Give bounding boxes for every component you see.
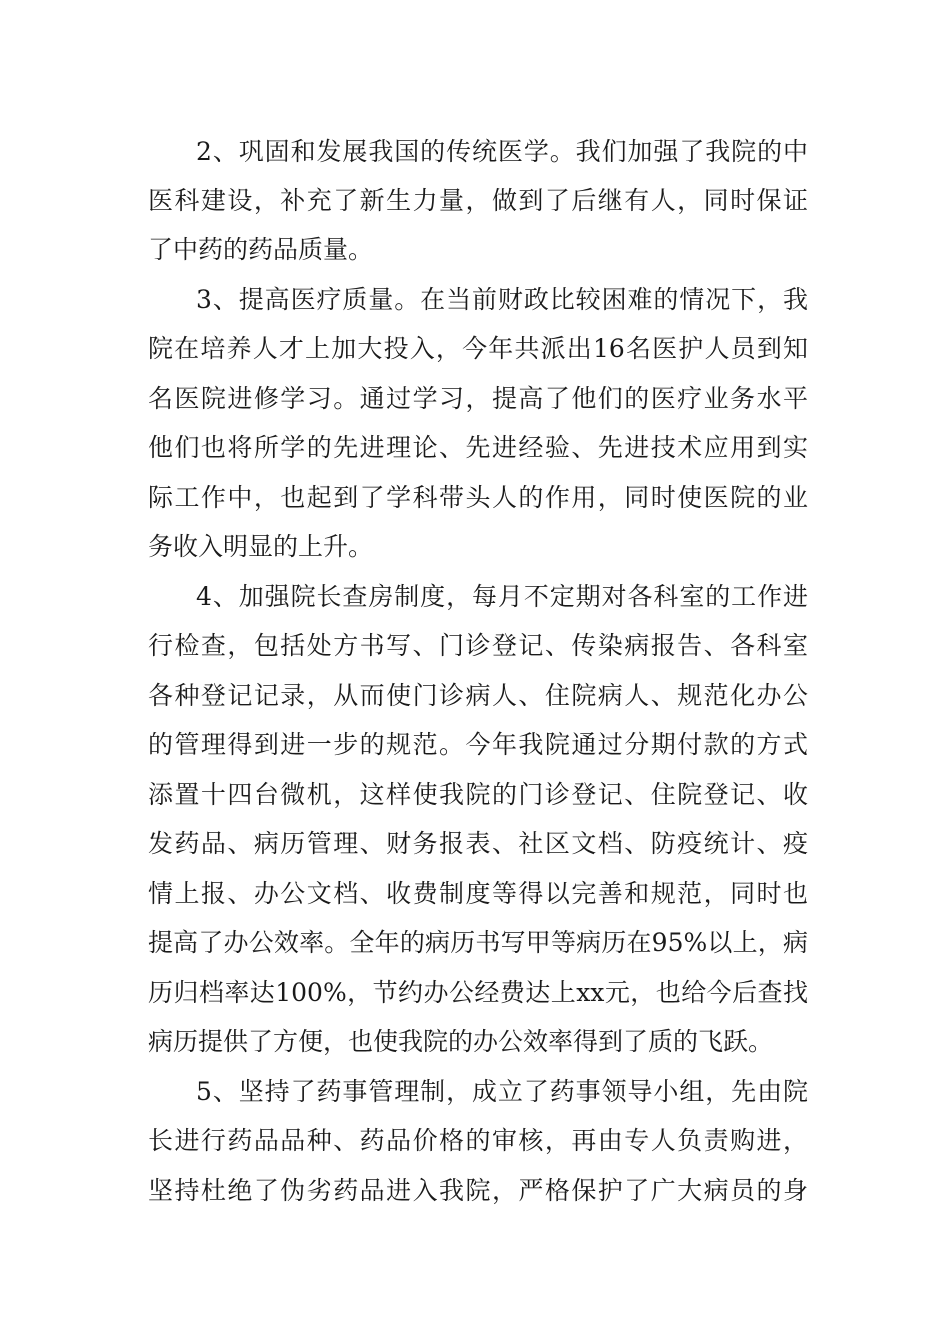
text-line: 行检查，包括处方书写、门诊登记、传染病报告、各科室	[148, 631, 808, 660]
text-line: 病历提供了方便，也使我院的办公效率得到了质的飞跃。	[148, 1027, 774, 1056]
text-line: 历归档率达100%，节约办公经费达上xx元，也给今后查找	[148, 978, 808, 1007]
text-line: 名医院进修学习。通过学习，提高了他们的医疗业务水平	[148, 384, 808, 413]
text-line: 了中药的药品质量。	[148, 235, 374, 264]
text-line: 2、巩固和发展我国的传统医学。我们加强了我院的中	[196, 137, 808, 166]
text-line: 添置十四台微机，这样使我院的门诊登记、住院登记、收	[148, 780, 808, 809]
text-line: 院在培养人才上加大投入，今年共派出16名医护人员到知	[148, 334, 808, 363]
text-line: 他们也将所学的先进理论、先进经验、先进技术应用到实	[148, 433, 808, 462]
text-line: 长进行药品品种、药品价格的审核，再由专人负责购进，	[148, 1126, 808, 1155]
text-line: 4、加强院长查房制度，每月不定期对各科室的工作进	[196, 582, 808, 611]
text-line: 情上报、办公文档、收费制度等得以完善和规范，同时也	[148, 879, 808, 908]
text-line: 发药品、病历管理、财务报表、社区文档、防疫统计、疫	[148, 829, 808, 858]
text-line: 的管理得到进一步的规范。今年我院通过分期付款的方式	[148, 730, 808, 759]
text-line: 际工作中，也起到了学科带头人的作用，同时使医院的业	[148, 483, 808, 512]
text-line: 医科建设，补充了新生力量，做到了后继有人，同时保证	[148, 186, 808, 215]
text-line: 3、提高医疗质量。在当前财政比较困难的情况下，我	[196, 285, 808, 314]
text-line: 各种登记记录，从而使门诊病人、住院病人、规范化办公	[148, 681, 808, 710]
text-line: 务收入明显的上升。	[148, 532, 374, 561]
text-line: 5、坚持了药事管理制，成立了药事领导小组，先由院	[196, 1077, 808, 1106]
text-line: 坚持杜绝了伪劣药品进入我院，严格保护了广大病员的身	[148, 1176, 808, 1205]
text-line: 提高了办公效率。全年的病历书写甲等病历在95%以上，病	[148, 928, 808, 957]
